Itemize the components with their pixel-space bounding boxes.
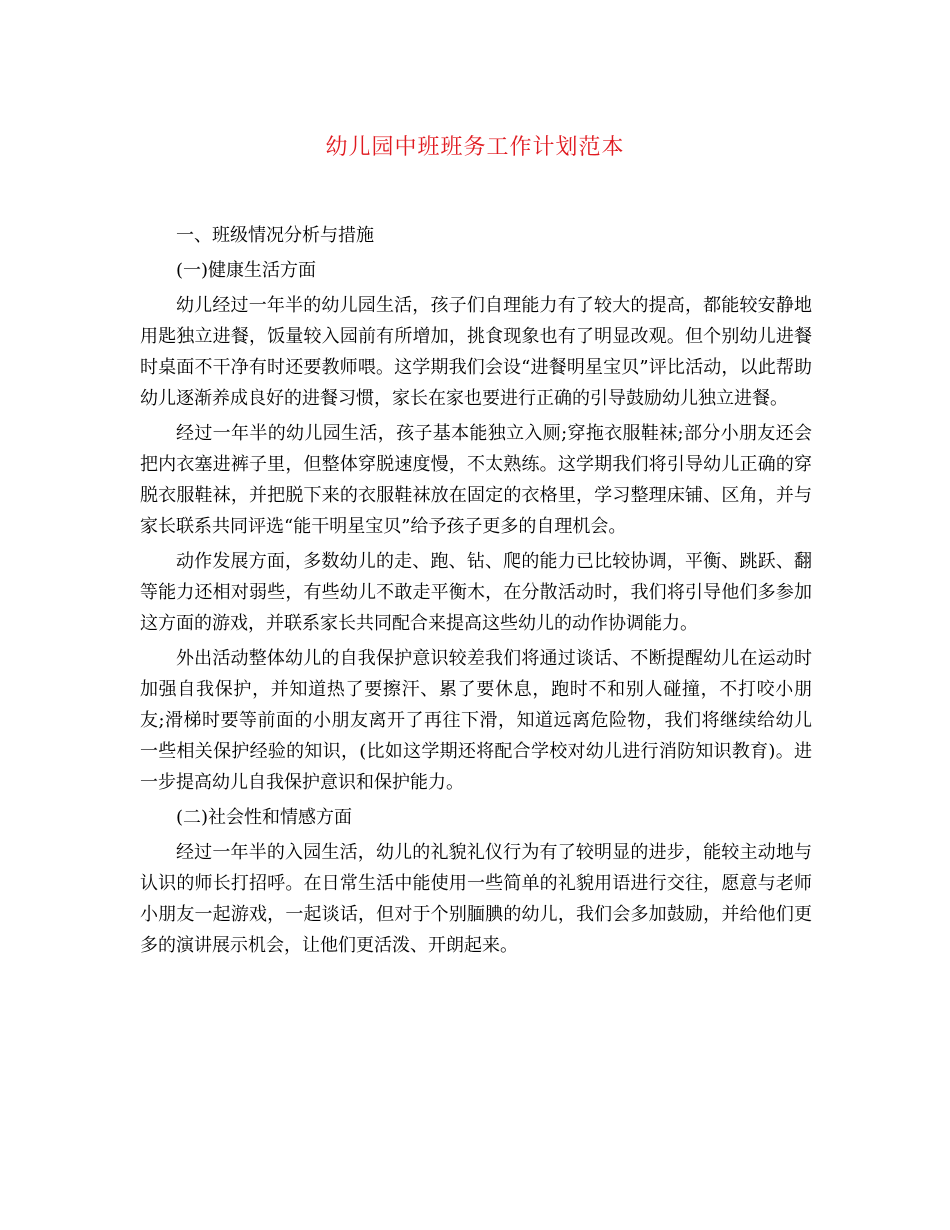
- paragraph: 外出活动整体幼儿的自我保护意识较差我们将通过谈话、不断提醒幼儿在运动时加强自我保护，并知道热了要擦汗、累了要休息，跑时不和别人碰撞，不打咬小朋友;滑梯时要等前面的小朋友离开了再往下滑，知道远离危险物，我们将继续给幼儿一些相关保护经验的知识，(比如这学期还将配合学校对幼儿进行消防知识教育)。进一步提高幼儿自我保护意识和保护能力。: [140, 648, 812, 793]
- paragraph: 幼儿经过一年半的幼儿园生活，孩子们自理能力有了较大的提高，都能较安静地用匙独立进餐，饭量较入园前有所增加，挑食现象也有了明显改观。但个别幼儿进餐时桌面不干净有时还要教师喂。这学期我们会设“进餐明星宝贝”评比活动，以此帮助幼儿逐渐养成良好的进餐习惯，家长在家也要进行正确的引导鼓励幼儿独立进餐。: [140, 295, 812, 409]
- subsection-heading: (二)社会性和情感方面: [176, 807, 353, 828]
- document-body: [140, 220, 812, 965]
- paragraph: 动作发展方面，多数幼儿的走、跑、钻、爬的能力已比较协调，平衡、跳跃、翻等能力还相对弱些，有些幼儿不敢走平衡木，在分散活动时，我们将引导他们多参加这方面的游戏，并联系家长共同配合来提高这些幼儿的动作协调能力。: [140, 551, 812, 634]
- section-heading: 一、班级情况分析与措施: [176, 225, 374, 246]
- paragraph: 经过一年半的幼儿园生活，孩子基本能独立入厕;穿拖衣服鞋袜;部分小朋友还会把内衣塞进裤子里，但整体穿脱速度慢，不太熟练。这学期我们将引导幼儿正确的穿脱衣服鞋袜，并把脱下来的衣服鞋袜放在固定的衣格里，学习整理床铺、区角，并与家长联系共同评选“能干明星宝贝”给予孩子更多的自理机会。: [140, 423, 812, 537]
- paragraph: 经过一年半的入园生活，幼儿的礼貌礼仪行为有了较明显的进步，能较主动地与认识的师长打招呼。在日常生活中能使用一些简单的礼貌用语进行交往，愿意与老师小朋友一起游戏，一起谈话，但对于个别腼腆的幼儿，我们会多加鼓励，并给他们更多的演讲展示机会，让他们更活泼、开朗起来。: [140, 842, 812, 956]
- subsection-heading: (一)健康生活方面: [176, 260, 317, 281]
- document-title: 幼儿园中班班务工作计划范本: [325, 135, 625, 160]
